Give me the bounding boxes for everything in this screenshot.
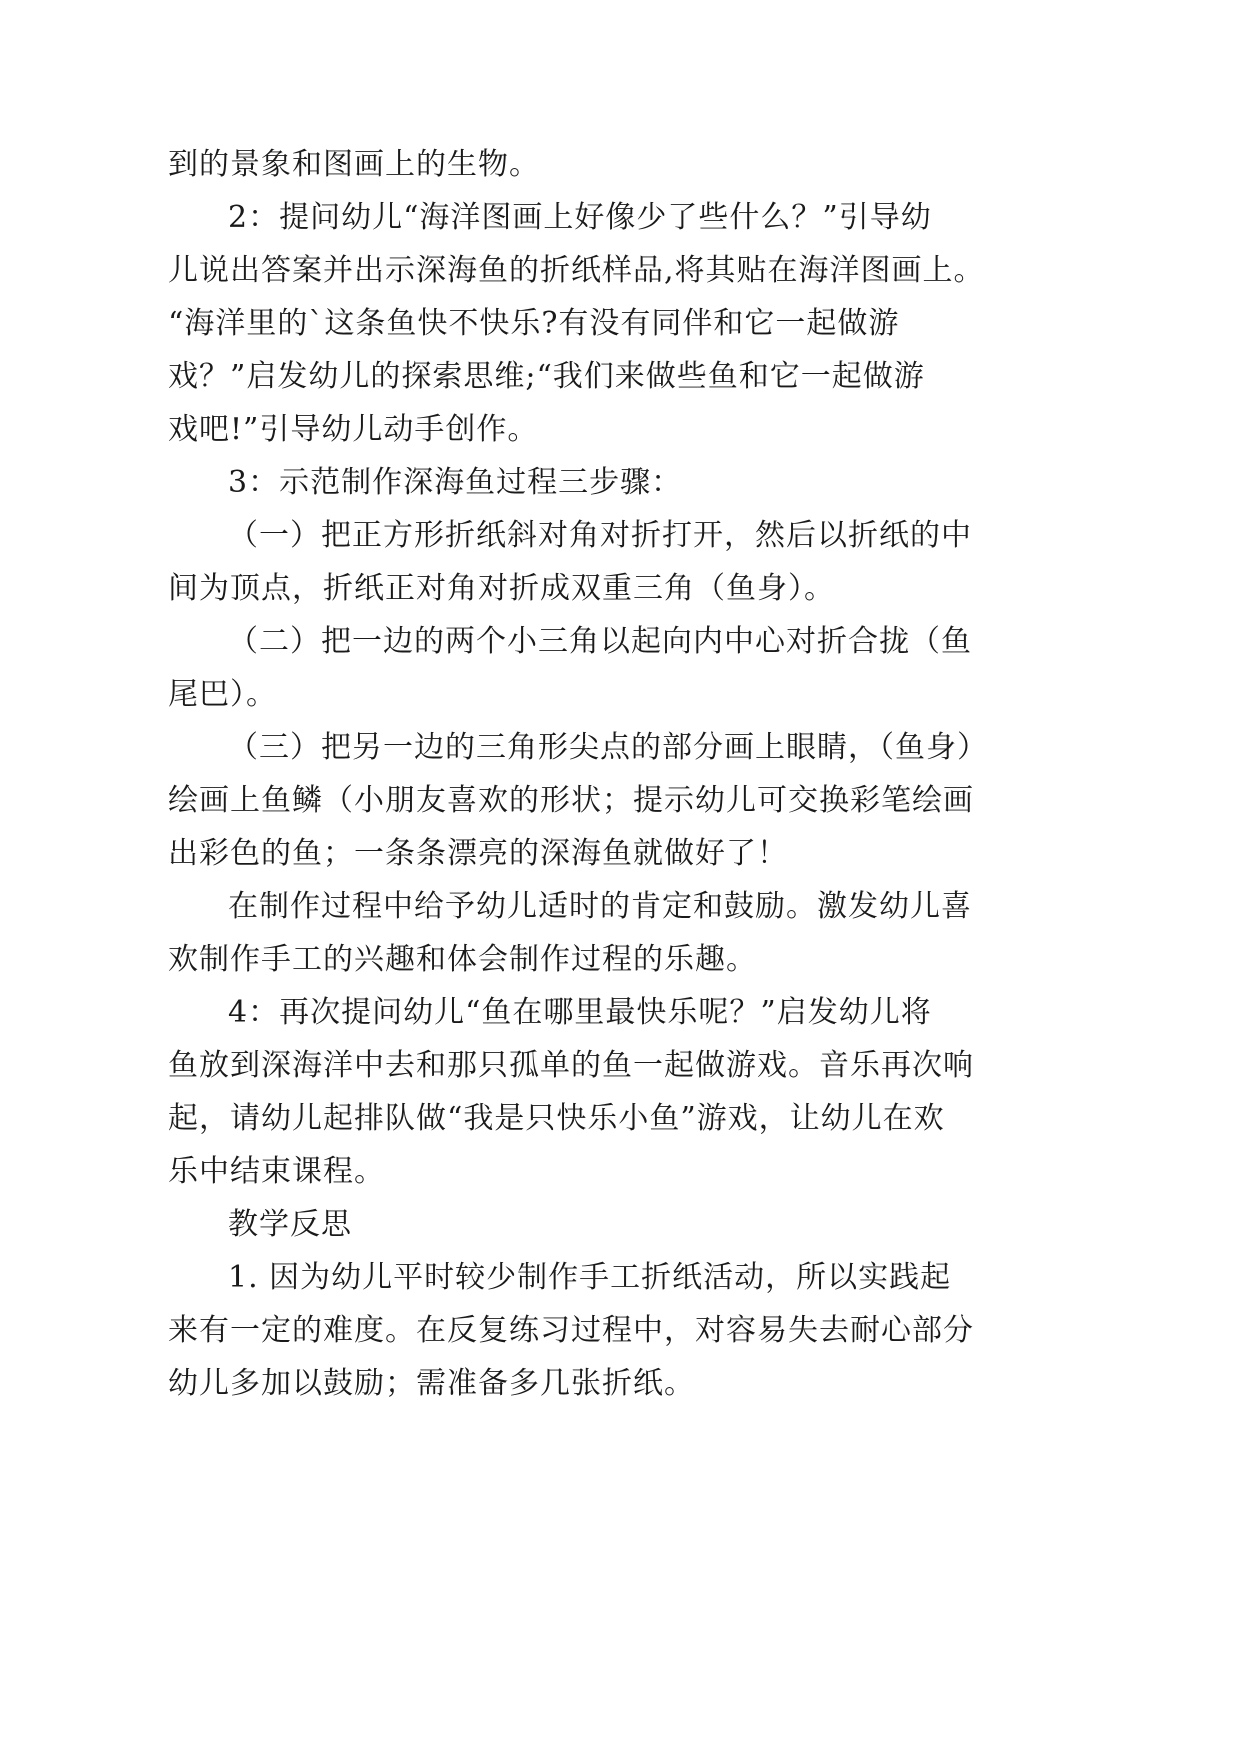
text-line-12: （三）把另一边的三角形尖点的部分画上眼睛，（鱼身）	[228, 730, 988, 765]
text-line-19: 起，请幼儿起排队做“我是只快乐小鱼”游戏，让幼儿在欢	[168, 1101, 945, 1136]
text-line-9: 间为顶点，折纸正对角对折成双重三角（鱼身）。	[168, 571, 835, 606]
text-line-11: 尾巴）。	[168, 677, 277, 712]
text-line-6: 戏吧!”引导幼儿动手创作。	[168, 412, 539, 447]
text-line-17: 4：再次提问幼儿“鱼在哪里最快乐呢？”启发幼儿将	[228, 995, 932, 1030]
text-line-15: 在制作过程中给予幼儿适时的肯定和鼓励。激发幼儿喜	[228, 889, 972, 924]
text-line-5: 戏？”启发幼儿的探索思维;“我们来做些鱼和它一起做游	[168, 359, 925, 394]
section-heading: 教学反思	[228, 1207, 352, 1242]
text-line-10: （二）把一边的两个小三角以起向内中心对折合拢（鱼	[228, 624, 972, 659]
text-line-14: 出彩色的鱼；一条条漂亮的深海鱼就做好了！	[168, 836, 788, 871]
text-line-16: 欢制作手工的兴趣和体会制作过程的乐趣。	[168, 942, 757, 977]
text-line-8: （一）把正方形折纸斜对角对折打开，然后以折纸的中	[228, 518, 972, 553]
text-line-23: 来有一定的难度。在反复练习过程中，对容易失去耐心部分	[168, 1313, 974, 1348]
text-line-13: 绘画上鱼鳞（小朋友喜欢的形状；提示幼儿可交换彩笔绘画	[168, 783, 974, 818]
text-line-22: 1. 因为幼儿平时较少制作手工折纸活动，所以实践起	[228, 1260, 952, 1295]
text-line-3: 儿说出答案并出示深海鱼的折纸样品,将其贴在海洋图画上。	[168, 253, 985, 288]
text-line-18: 鱼放到深海洋中去和那只孤单的鱼一起做游戏。音乐再次响	[168, 1048, 974, 1083]
text-line-24: 幼儿多加以鼓励；需准备多几张折纸。	[168, 1366, 695, 1401]
text-line-1: 到的景象和图画上的生物。	[168, 147, 540, 182]
text-line-4: “海洋里的`这条鱼快不快乐?有没有同伴和它一起做游	[168, 306, 900, 341]
text-line-20: 乐中结束课程。	[168, 1154, 385, 1189]
text-line-7: 3：示范制作深海鱼过程三步骤：	[228, 465, 683, 500]
text-line-2: 2：提问幼儿“海洋图画上好像少了些什么？”引导幼	[228, 200, 932, 235]
